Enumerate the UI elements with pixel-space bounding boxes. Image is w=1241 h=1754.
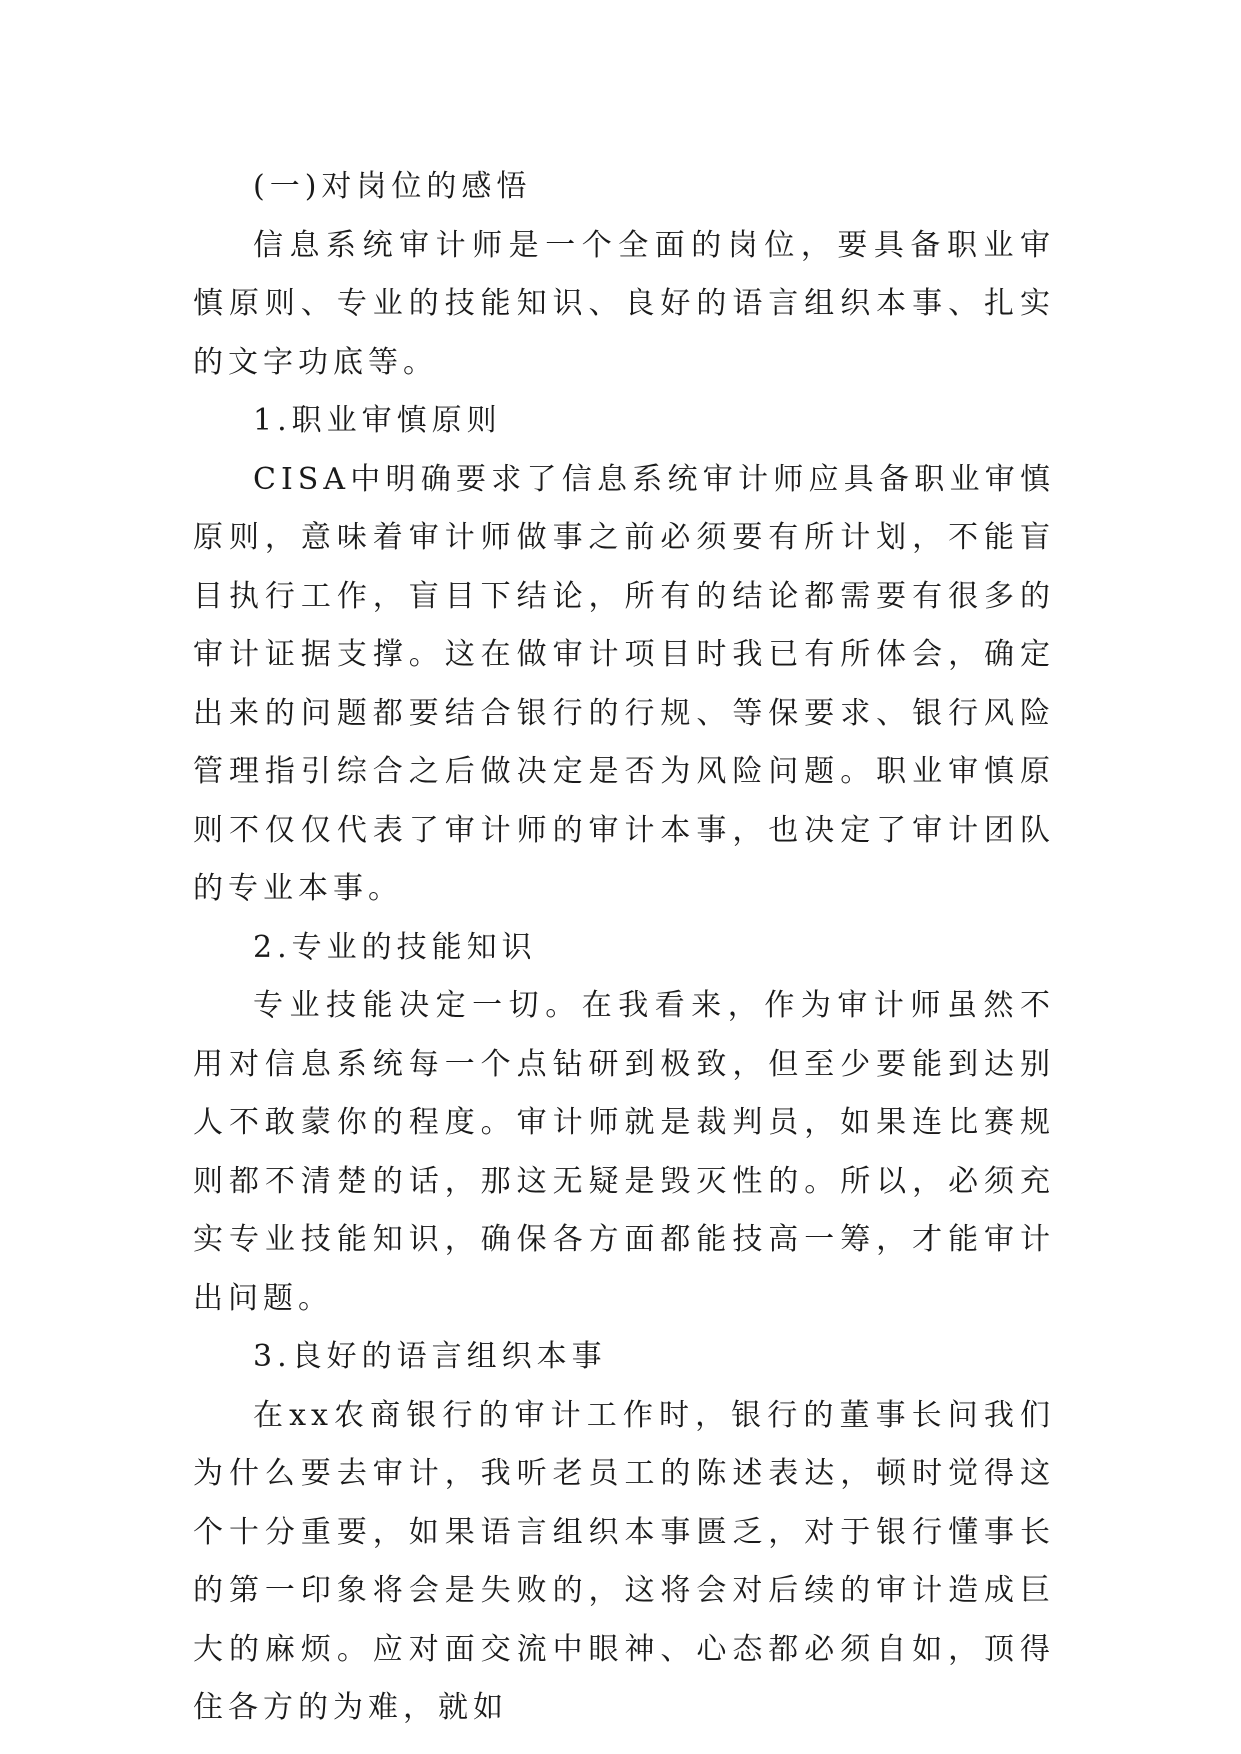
subheading-professional-skills: 2.专业的技能知识 xyxy=(253,929,537,965)
section-heading: (一)对岗位的感悟 xyxy=(253,169,532,204)
document-body xyxy=(193,158,1055,1738)
subheading-professional-prudence: 1.职业审慎原则 xyxy=(253,403,502,438)
intro-paragraph: 信息系统审计师是一个全面的岗位，要具备职业审慎原则、专业的技能知识、良好的语言组织本事、扎实的文字功底等。 xyxy=(193,227,1055,380)
paragraph-professional-skills: 专业技能决定一切。在我看来，作为审计师虽然不用对信息系统每一个点钻研到极致，但至少要能到达别人不敢蒙你的程度。审计师就是裁判员，如果连比赛规则都不清楚的话，那这无疑是毁灭性的。所以，必须充实专业技能知识，确保各方面都能技高一筹，才能审计出问题。 xyxy=(193,988,1055,1316)
paragraph-professional-prudence: CISA中明确要求了信息系统审计师应具备职业审慎原则，意味着审计师做事之前必须要有所计划，不能盲目执行工作，盲目下结论，所有的结论都需要有很多的审计证据支撑。这在做审计项目时我已有所体会，确定出来的问题都要结合银行的行规、等保要求、银行风险管理指引综合之后做决定是否为风险问题。职业审慎原则不仅仅代表了审计师的审计本事，也决定了审计团队的专业本事。 xyxy=(193,461,1055,906)
subheading-language-skills: 3.良好的语言组织本事 xyxy=(253,1339,607,1374)
paragraph-language-skills: 在xx农商银行的审计工作时，银行的董事长问我们为什么要去审计，我听老员工的陈述表达，顿时觉得这个十分重要，如果语言组织本事匮乏，对于银行懂事长的第一印象将会是失败的，这将会对后续的审计造成巨大的麻烦。应对面交流中眼神、心态都必须自如，顶得住各方的为难，就如 xyxy=(193,1397,1055,1725)
